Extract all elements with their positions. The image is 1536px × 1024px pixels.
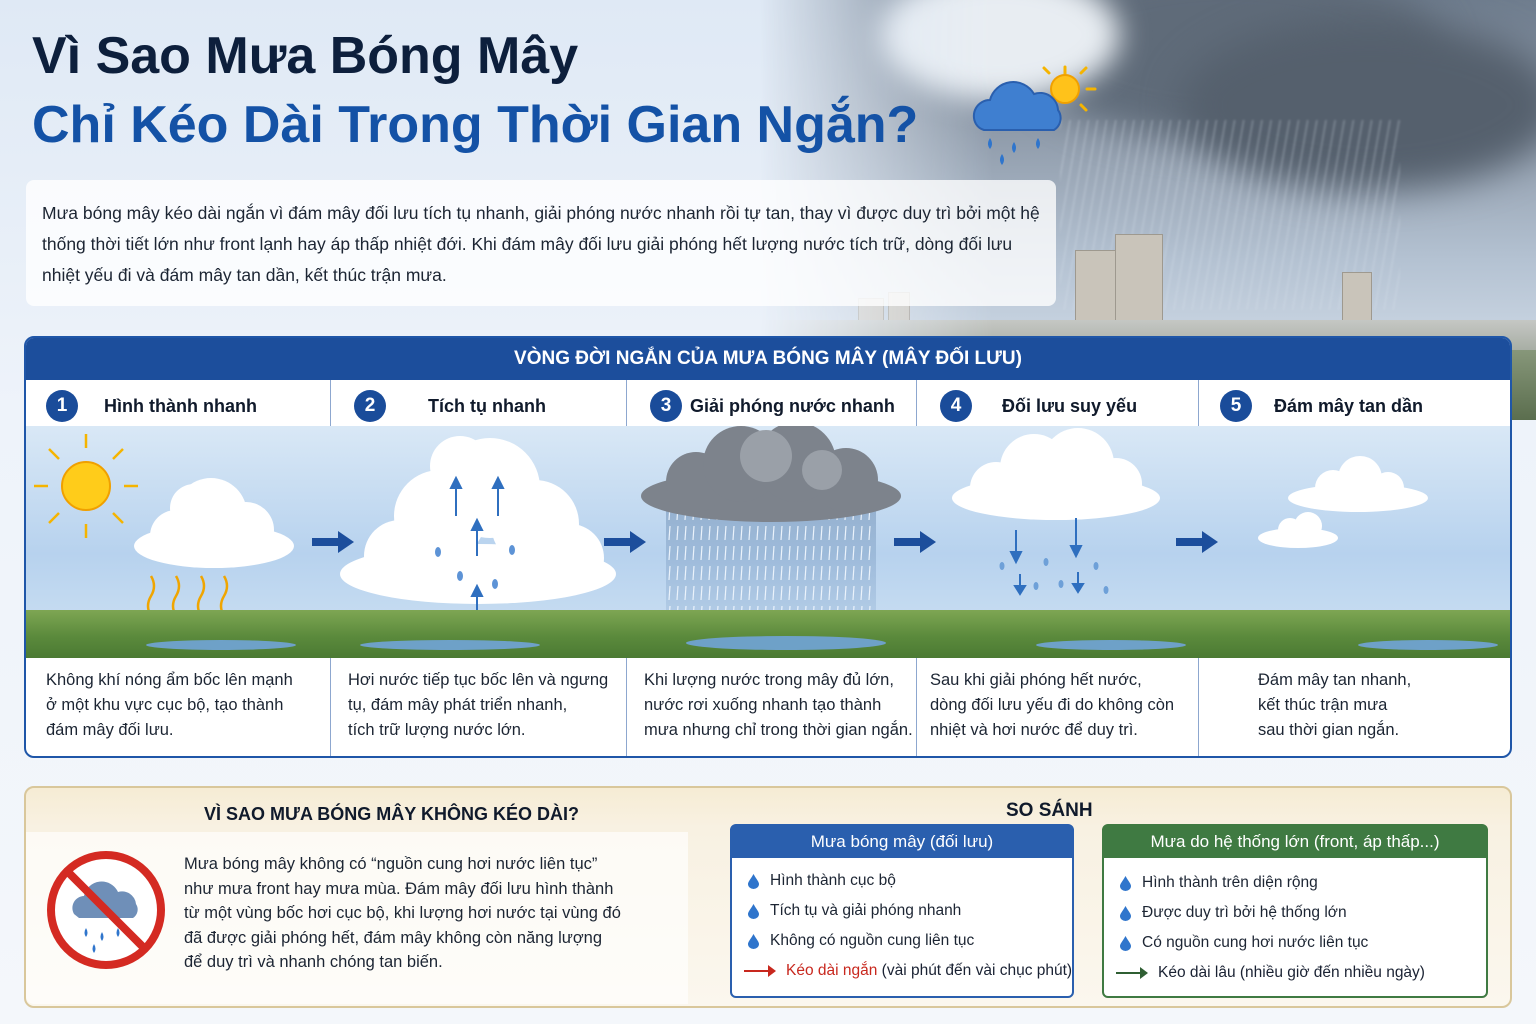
explanation-panel bbox=[24, 786, 1512, 1008]
stage-desc-line: tụ, đám mây phát triển nhanh, bbox=[348, 696, 568, 714]
system-rain-conclusion bbox=[1114, 958, 1486, 988]
arrow-right-icon bbox=[1176, 531, 1218, 553]
list-item bbox=[1118, 898, 1486, 928]
arrow-right-icon bbox=[1116, 967, 1148, 979]
stage-title: Hình thành nhanh bbox=[104, 396, 257, 416]
arrow-right-icon bbox=[312, 531, 354, 553]
stage-number: 2 bbox=[354, 390, 386, 422]
stage-3-illustration bbox=[626, 426, 916, 658]
lifecycle-panel bbox=[24, 336, 1512, 758]
water-drop-icon bbox=[748, 904, 759, 919]
water-drop-icon bbox=[1120, 936, 1131, 951]
stage-desc-line: sau thời gian ngắn. bbox=[1258, 721, 1400, 739]
shower-rain-conclusion bbox=[742, 956, 1072, 986]
stage-desc-line: nước rơi xuống nhanh tạo thành bbox=[644, 696, 882, 714]
system-rain-heading: Mưa do hệ thống lớn (front, áp thấp...) bbox=[1104, 826, 1486, 858]
water-drop-icon bbox=[1120, 906, 1131, 921]
arrow-right-icon bbox=[744, 965, 776, 977]
list-item bbox=[746, 926, 1072, 956]
stage-desc-line: Không khí nóng ẩm bốc lên mạnh bbox=[46, 671, 293, 689]
intro-box bbox=[26, 180, 1056, 306]
list-item bbox=[1118, 928, 1486, 958]
conclusion-detail: (vài phút đến vài chục phút) bbox=[877, 962, 1073, 979]
list-item bbox=[1118, 868, 1486, 898]
arrow-right-icon bbox=[604, 531, 646, 553]
stage-desc-line: mưa nhưng chỉ trong thời gian ngắn. bbox=[644, 721, 913, 739]
stage-desc-line: đám mây đối lưu. bbox=[46, 721, 174, 739]
list-item-text: Tích tụ và giải phóng nhanh bbox=[770, 902, 962, 919]
stage-5-illustration bbox=[1198, 426, 1510, 658]
stage-2-illustration bbox=[330, 426, 626, 658]
stage-desc-line: ở một khu vực cục bộ, tạo thành bbox=[46, 696, 284, 714]
arrow-right-icon bbox=[894, 531, 936, 553]
conclusion-detail: Kéo dài lâu (nhiều giờ đến nhiều ngày) bbox=[1158, 964, 1425, 981]
why-line: đã được giải phóng hết, đám mây không còn năng lượng bbox=[184, 928, 602, 947]
list-item bbox=[746, 866, 1072, 896]
why-line: Mưa bóng mây không có “nguồn cung hơi nước liên tục” bbox=[184, 855, 598, 873]
page-title-line1: Vì Sao Mưa Bóng Mây bbox=[32, 27, 579, 85]
water-drop-icon bbox=[748, 934, 759, 949]
stage-desc-line: tích trữ lượng nước lớn. bbox=[348, 721, 526, 739]
stage-title: Giải phóng nước nhanh bbox=[690, 396, 895, 416]
list-item-text: Hình thành trên diện rộng bbox=[1142, 874, 1318, 891]
stage-number: 4 bbox=[940, 390, 972, 422]
stage-number: 1 bbox=[46, 390, 78, 422]
list-item-text: Không có nguồn cung liên tục bbox=[770, 932, 975, 949]
water-drop-icon bbox=[1120, 876, 1131, 891]
stage-1-illustration bbox=[26, 426, 330, 658]
shower-rain-card bbox=[730, 824, 1074, 998]
conclusion-highlight: Kéo dài ngắn bbox=[786, 962, 878, 979]
stage-desc-line: kết thúc trận mưa bbox=[1258, 696, 1388, 714]
stage-desc-line: Khi lượng nước trong mây đủ lớn, bbox=[644, 671, 894, 689]
stage-desc-line: Đám mây tan nhanh, bbox=[1258, 671, 1412, 689]
why-line: từ một vùng bốc hơi cục bộ, khi lượng hơi nước tại vùng đó bbox=[184, 904, 621, 922]
compare-title: SO SÁNH bbox=[1006, 800, 1093, 821]
cloud-sun-rain-icon bbox=[962, 62, 1102, 172]
page-title-line2: Chỉ Kéo Dài Trong Thời Gian Ngắn? bbox=[32, 96, 919, 154]
why-text bbox=[184, 852, 664, 975]
list-item-text: Hình thành cục bộ bbox=[770, 872, 896, 889]
stage-desc-line: Sau khi giải phóng hết nước, bbox=[930, 671, 1142, 689]
list-item bbox=[746, 896, 1072, 926]
system-rain-card bbox=[1102, 824, 1488, 998]
stage-3 bbox=[626, 380, 917, 756]
stage-title: Đám mây tan dần bbox=[1274, 396, 1424, 416]
stage-desc-line: dòng đối lưu yếu đi do không còn bbox=[930, 696, 1175, 714]
stage-2 bbox=[330, 380, 627, 756]
water-drop-icon bbox=[748, 874, 759, 889]
stage-desc-line: Hơi nước tiếp tục bốc lên và ngưng bbox=[348, 671, 609, 689]
stage-4-illustration bbox=[916, 426, 1198, 658]
stage-number: 3 bbox=[650, 390, 682, 422]
why-line: như mưa front hay mưa mùa. Đám mây đối lưu hình thành bbox=[184, 879, 614, 898]
why-title: VÌ SAO MƯA BÓNG MÂY KHÔNG KÉO DÀI? bbox=[204, 804, 579, 824]
stage-number: 5 bbox=[1220, 390, 1252, 422]
stage-title: Đối lưu suy yếu bbox=[1002, 396, 1138, 416]
lifecycle-heading: VÒNG ĐỜI NGẮN CỦA MƯA BÓNG MÂY (MÂY ĐỐI LƯU) bbox=[26, 338, 1510, 380]
stage-5 bbox=[1198, 380, 1511, 756]
intro-text: Mưa bóng mây kéo dài ngắn vì đám mây đối lưu tích tụ nhanh, giải phóng nước nhanh rồi tự tan, thay vì được duy trì bởi một hệ thống thời tiết lớn như front lạnh hay áp thấp nhiệt đới. Khi đám mây đối lưu giải phóng hết lượng nước tích trữ, dòng đối lưu nhiệt yếu đi và đám mây tan dần, kết thúc trận mưa. bbox=[42, 203, 1040, 285]
stage-title: Tích tụ nhanh bbox=[428, 396, 546, 416]
list-item-text: Được duy trì bởi hệ thống lớn bbox=[1142, 904, 1347, 921]
stage-1 bbox=[26, 380, 331, 756]
shower-rain-heading: Mưa bóng mây (đối lưu) bbox=[732, 826, 1072, 858]
no-rain-icon bbox=[44, 848, 168, 972]
why-line: để duy trì và nhanh chóng tan biến. bbox=[184, 953, 443, 971]
list-item-text: Có nguồn cung hơi nước liên tục bbox=[1142, 934, 1369, 951]
stage-desc-line: nhiệt và hơi nước để duy trì. bbox=[930, 721, 1138, 739]
stage-4 bbox=[916, 380, 1199, 756]
